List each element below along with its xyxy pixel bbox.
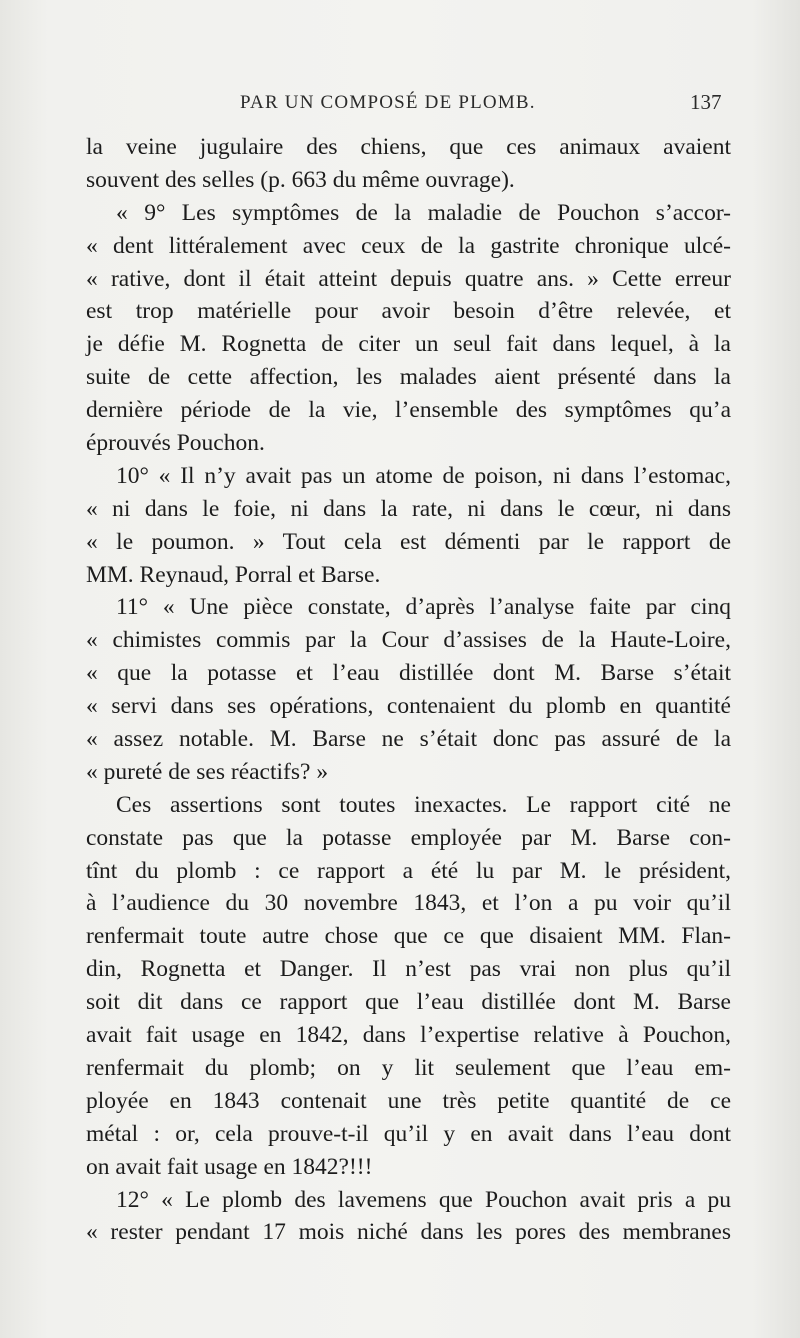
text-line: renfermait du plomb; on y lit seulement que l’eau em- (86, 1054, 731, 1081)
text-line: dernière période de la vie, l’ensemble des symptômes qu’a (86, 397, 731, 424)
text-line: « assez notable. M. Barse ne s’était donc pas assuré de la (86, 726, 731, 753)
text-line: à l’audience du 30 novembre 1843, et l’on a pu voir qu’il (86, 890, 731, 917)
text-line: soit dit dans ce rapport que l’eau distillée dont M. Barse (86, 989, 731, 1016)
text-line: suite de cette affection, les malades aient présenté dans la (86, 364, 731, 391)
text-line: la veine jugulaire des chiens, que ces animaux avaient (86, 134, 731, 160)
text-line: souvent des selles (p. 663 du même ouvrage). (86, 166, 515, 193)
text-line: « dent littéralement avec ceux de la gastrite chronique ulcé- (86, 232, 731, 259)
text-line: tînt du plomb : ce rapport a été lu par M. le président, (86, 857, 731, 884)
text-line: est trop matérielle pour avoir besoin d’être relevée, et (86, 298, 731, 325)
text-line: constate pas que la potasse employée par M. Barse con- (86, 824, 731, 851)
text-line: Ces assertions sont toutes inexactes. Le rapport cité ne (116, 791, 731, 818)
text-line: je défie M. Rognetta de citer un seul fait dans lequel, à la (86, 331, 731, 358)
running-title: PAR UN COMPOSÉ DE PLOMB. (240, 92, 536, 113)
text-line: « rester pendant 17 mois niché dans les pores des membranes (86, 1219, 731, 1246)
text-line: MM. Reynaud, Porral et Barse. (86, 561, 381, 588)
text-line: « pureté de ses réactifs? » (86, 758, 329, 785)
text-line: renfermait toute autre chose que ce que disaient MM. Flan- (86, 923, 731, 950)
text-line: « que la potasse et l’eau distillée dont M. Barse s’était (86, 660, 731, 687)
text-line: on avait fait usage en 1842?!!! (86, 1153, 373, 1180)
text-line: avait fait usage en 1842, dans l’expertise relative à Pouchon, (86, 1022, 731, 1049)
text-line: 10° « Il n’y avait pas un atome de poison, ni dans l’estomac, (116, 462, 731, 489)
page-number: 137 (690, 90, 722, 114)
text-line: ployée en 1843 contenait une très petite quantité de ce (86, 1087, 731, 1114)
text-line: 11° « Une pièce constate, d’après l’analyse faite par cinq (116, 594, 731, 621)
body-text (86, 131, 731, 1249)
text-line: 12° « Le plomb des lavemens que Pouchon avait pris a pu (116, 1186, 731, 1213)
text-line: « servi dans ses opérations, contenaient du plomb en quantité (86, 693, 731, 720)
text-line: « ni dans le foie, ni dans la rate, ni dans le cœur, ni dans (86, 495, 731, 522)
text-line: éprouvés Pouchon. (86, 430, 265, 457)
text-line: métal : or, cela prouve-t-il qu’il y en avait dans l’eau dont (86, 1120, 731, 1147)
text-line: « rative, dont il était atteint depuis quatre ans. » Cette erreur (86, 265, 731, 292)
text-line: « chimistes commis par la Cour d’assises de la Haute-Loire, (86, 627, 731, 654)
text-line: din, Rognetta et Danger. Il n’est pas vrai non plus qu’il (86, 956, 731, 983)
text-line: « le poumon. » Tout cela est démenti par le rapport de (86, 528, 731, 555)
text-line: « 9° Les symptômes de la maladie de Pouchon s’accor- (116, 199, 731, 226)
